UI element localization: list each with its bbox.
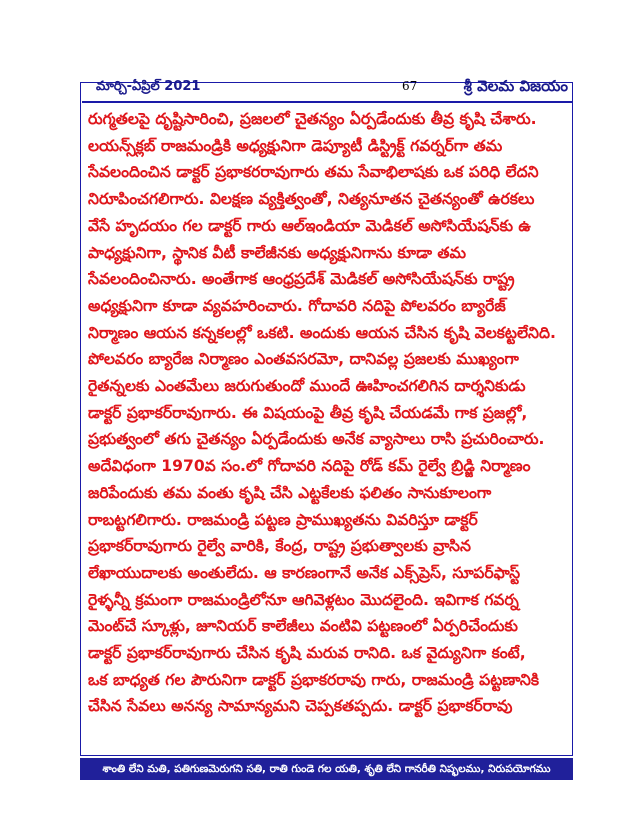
article-body <box>88 106 566 720</box>
body-line: రాబట్టగలిగారు. రాజమండ్రి పట్టణ ప్రాముఖ్యతను వివరిస్తూ డాక్టర్ <box>88 510 478 529</box>
body-line: డాక్టర్ ప్రభాకర్‌రావుగారు. ఈ విషయంపై తీవ్ర కృషి చేయడమే గాక ప్రజల్లో, <box>88 403 528 422</box>
body-line: ప్రభుత్వంలో తగు చైతన్యం ఏర్పడేందుకు అనేక వ్యాసాలు రాసి ప్రచురించారు. <box>88 430 545 449</box>
magazine-title: శ్రీ వెలమ విజయం <box>463 77 568 95</box>
body-line: మెంట్‌చే స్కూళ్లు, జూనియర్ కాలేజీలు వంటివి పట్టణంలో ఏర్పరిచేందుకు <box>88 617 518 636</box>
body-line: లేఖాయుదాలకు అంతులేదు. ఆ కారణంగానే అనేక ఎక్స్‌ప్రెస్, సూపర్‌ఫాస్ట్ <box>88 563 521 582</box>
body-line: పాధ్యక్షునిగా, స్థానిక వీటీ కాలేజీనకు అధ్యక్షునిగాను కూడా తమ <box>88 243 467 262</box>
body-line: రైతన్నలకు ఎంతమేలు జరుగుతుందో ముందే ఊహించగలిగిన దార్శనికుడు <box>88 377 526 396</box>
body-line: జరిపేందుకు తమ వంతు కృషి చేసి ఎట్టకేలకు ఫలితం సానుకూలంగా <box>88 483 492 502</box>
body-line: లయన్స్‌క్లబ్ రాజమండ్రికి అధ్యక్షునిగా డెప్యూటీ డిస్ట్రిక్ట్ గవర్నర్‌గా తమ <box>88 136 503 155</box>
body-line: చేసిన సేవలు అనన్య సామాన్యమని చెప్పకతప్పదు. డాక్టర్ ప్రభాకర్‌రావు <box>88 697 513 716</box>
issue-date: మార్చి-ఏప్రిల్ 2021 <box>96 79 201 94</box>
body-line: డాక్టర్ ప్రభాకర్‌రావుగారు చేసిన కృషి మరువ రానిది. ఒక వైద్యునిగా కంటే, <box>88 644 526 663</box>
body-line: అదేవిధంగా 1970వ సం.లో గోదావరి నదిపై రోడ్ కమ్ రైల్వే బ్రిడ్జి నిర్మాణం <box>88 457 531 476</box>
body-line: సేవలందించినారు. అంతేగాక ఆంధ్రప్రదేశ్ మెడికల్ అసోసియేషన్‌కు రాష్ట్ర <box>88 270 515 289</box>
body-line: నిర్మాణం ఆయన కన్నకలల్లో ఒకటి. అందుకు ఆయన చేసిన కృషి వెలకట్టలేనిది. <box>88 323 556 342</box>
body-line: రుగ్మతలపై దృష్టిసారించి, ప్రజలలో చైతన్యం ఏర్పడేందుకు తీవ్ర కృషి చేశారు. <box>88 110 537 128</box>
body-line: పోలవరం బ్యారేజ నిర్మాణం ఎంతవసరమో, దానివల్ల ప్రజలకు ముఖ్యంగా <box>88 350 519 369</box>
footer-banner: శాంతి లేని మతి, పతిగుణమెరుగని సతి, రాతి గుండె గల యతి, శృతి లేని గానరీతి నిష్ఫలము, నిరుపయోగము <box>80 758 573 780</box>
header-divider <box>82 101 573 103</box>
body-line: రైళ్ళన్నీ క్రమంగా రాజమండ్రిలోనూ ఆగివెళ్లటం మొదలైంది. ఇవిగాక గవర్న <box>88 590 519 609</box>
body-line: వేసే హృదయం గల డాక్టర్ గారు ఆల్‌ఇండియా మెడికల్ అసోసియేషన్‌కు ఉ <box>88 216 531 235</box>
body-line: అధ్యక్షునిగా కూడా వ్యవహరించారు. గోదావరి నదిపై పోలవరం బ్యారేజ్ <box>88 296 506 315</box>
body-line: ప్రభాకర్‌రావుగారు రైల్వే వారికి, కేంద్ర, రాష్ట్ర ప్రభుత్వాలకు వ్రాసిన <box>88 537 471 556</box>
page-header <box>82 77 574 101</box>
body-line: సేవలందించిన డాక్టర్ ప్రభాకరరావుగారు తమ సేవాభిలాషకు ఒక పరిధి లేదని <box>88 163 539 182</box>
page-number: 67 <box>402 79 418 93</box>
body-line: నిరూపించగలిగారు. విలక్షణ వ్యక్తిత్వంతో, నిత్యనూతన చైతన్యంతో ఉరకలు <box>88 190 535 209</box>
body-line: ఒక బాధ్యత గల పౌరునిగా డాక్టర్ ప్రభాకరరావు గారు, రాజమండ్రి పట్టణానికి <box>88 670 540 689</box>
